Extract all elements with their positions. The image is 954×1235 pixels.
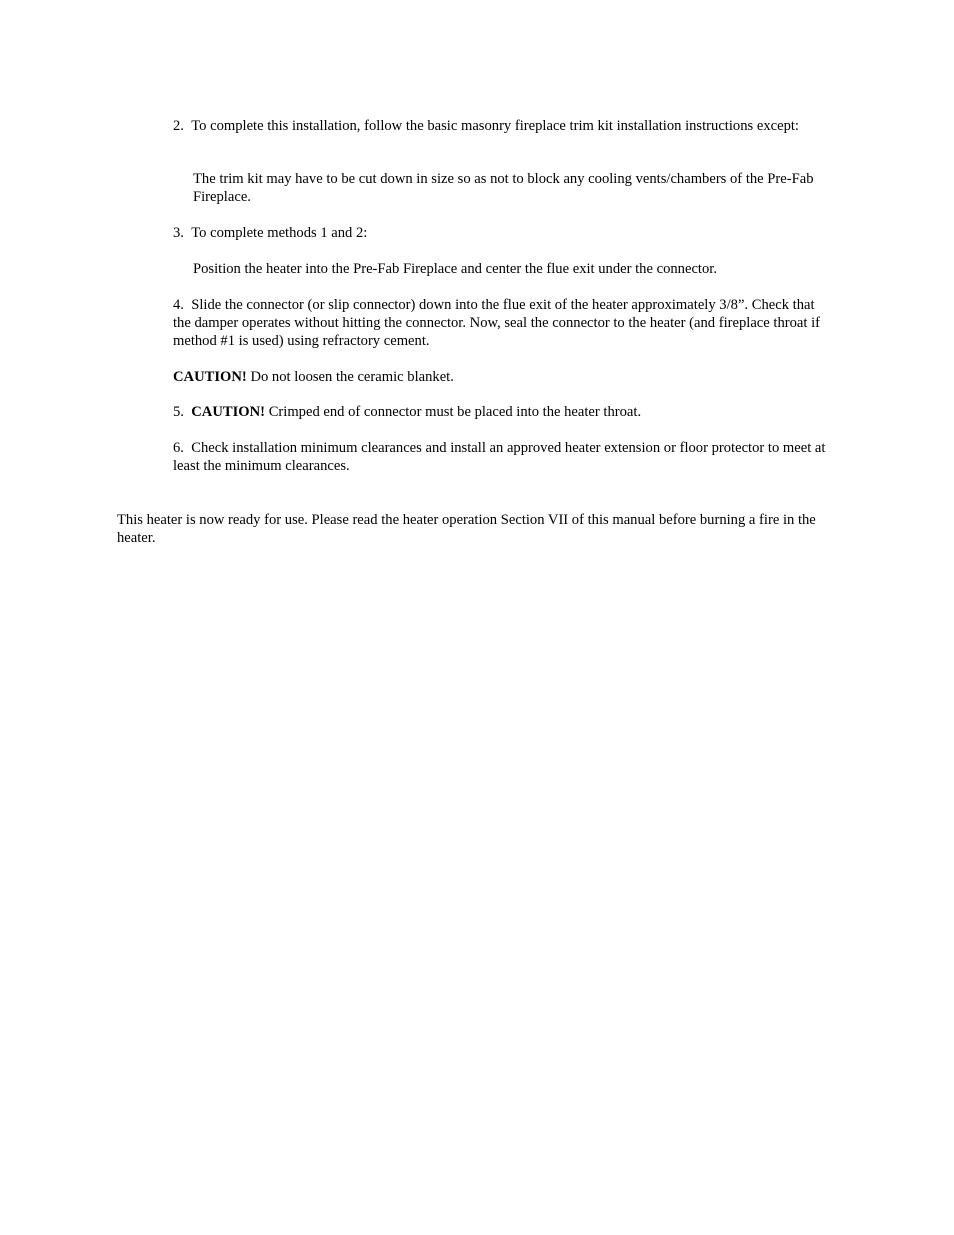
step-4-number: 4. [173,297,184,313]
caution-label: CAUTION! [173,369,247,385]
step-4-paragraph [173,296,835,350]
step-3-paragraph [173,224,835,242]
step-5-caution-label: CAUTION! [191,404,266,420]
step-2-text: To complete this installation, follow the basic masonry fireplace trim kit installation instructions except: [191,118,799,134]
step-2-paragraph [173,117,835,135]
step-6-paragraph [173,439,835,475]
closing-paragraph: This heater is now ready for use. Please read the heater operation Section VII of this manual before burning a fire in the heater. [117,512,816,546]
step-3-note: Position the heater into the Pre-Fab Fireplace and center the flue exit under the connector. [193,261,717,277]
caution-paragraph [173,368,835,386]
step-4-text: Slide the connector (or slip connector) down into the flue exit of the heater approximately 3/8”. Check that the damper operates without hitting the connector. Now, seal the connector to the heater (and fireplace throat if method #1 is used) using refractory cement. [173,297,821,349]
caution-text: Do not loosen the ceramic blanket. [250,369,454,385]
step-5-text: Crimped end of connector must be placed into the heater throat. [268,404,642,420]
step-5-number: 5. [173,404,184,420]
step-6-number: 6. [173,440,184,456]
step-3-number: 3. [173,225,184,241]
step-6-text: Check installation minimum clearances and install an approved heater extension or floor protector to meet at least the minimum clearances. [173,440,826,474]
step-5-paragraph [173,403,835,421]
step-2-note: The trim kit may have to be cut down in size so as not to block any cooling vents/chambers of the Pre-Fab Fireplace. [193,171,814,205]
step-2-number: 2. [173,118,184,134]
step-3-text: To complete methods 1 and 2: [191,225,368,241]
